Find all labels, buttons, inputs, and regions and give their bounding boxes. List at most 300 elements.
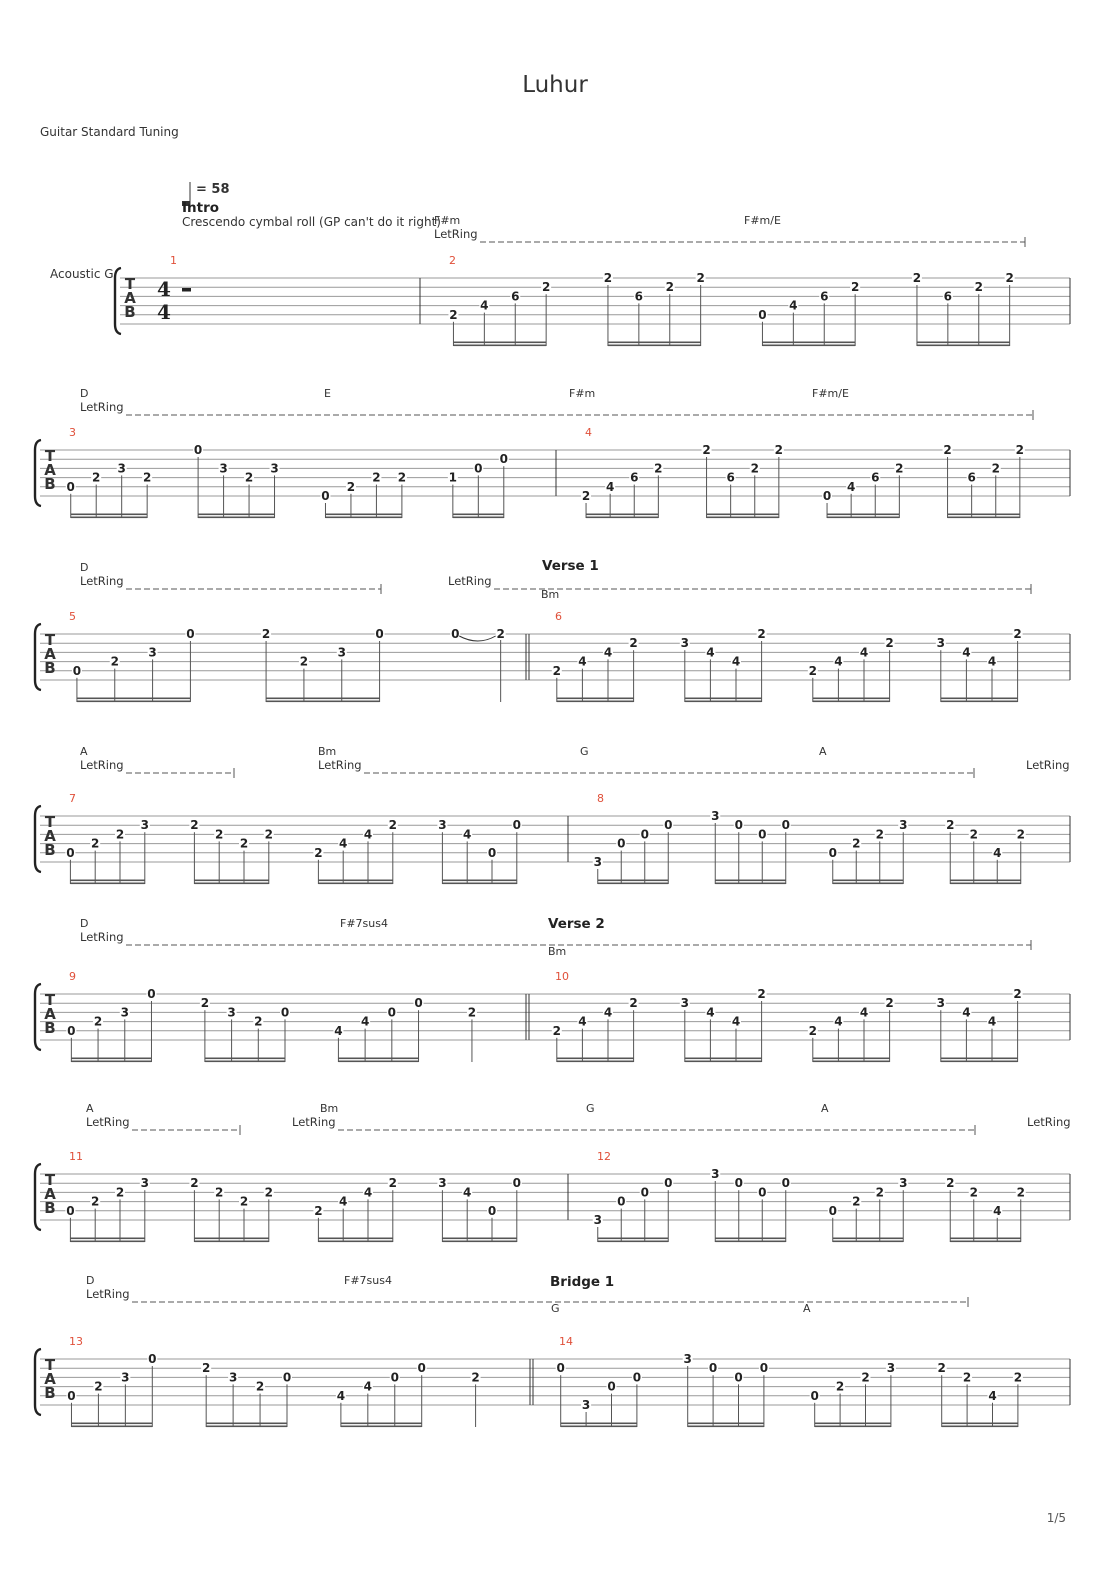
fret-number: 4 — [993, 845, 1002, 860]
fret-number: 0 — [810, 1388, 819, 1403]
fret-number: 0 — [186, 627, 195, 641]
beam — [453, 345, 546, 347]
beam — [685, 698, 762, 700]
tab-letter: A — [44, 827, 56, 845]
fret-number: 2 — [774, 443, 784, 457]
section-label: Verse 2 — [548, 916, 605, 932]
fret-number: 0 — [759, 1361, 769, 1376]
fret-number: 2 — [808, 1023, 817, 1038]
beam — [325, 517, 401, 519]
fret-number: 2 — [885, 636, 894, 651]
intro-note: Crescendo cymbal roll (GP can't do it right) — [182, 215, 441, 229]
beam — [325, 514, 401, 516]
fret-number: 4 — [731, 654, 741, 669]
fret-number: 4 — [859, 1005, 869, 1020]
beam — [338, 1061, 418, 1063]
fret-number: 0 — [607, 1379, 616, 1394]
beam — [688, 1426, 764, 1428]
beam — [715, 883, 786, 885]
fret-number: 3 — [711, 809, 720, 823]
beam — [813, 701, 890, 703]
chord-name: Bm — [548, 945, 567, 958]
fret-number: 2 — [142, 470, 152, 485]
fret-number: 2 — [912, 271, 922, 285]
fret-number: 3 — [593, 1213, 602, 1227]
beam — [266, 698, 380, 700]
fret-number: 2 — [852, 836, 861, 851]
beam — [338, 1058, 418, 1060]
fret-number: 2 — [190, 1176, 199, 1191]
fret-number: 2 — [397, 470, 407, 485]
beam — [685, 1058, 762, 1060]
fret-number: 0 — [828, 845, 837, 860]
fret-number: 2 — [1013, 987, 1022, 1001]
fret-number: 2 — [449, 307, 458, 322]
fret-number: 0 — [417, 1361, 426, 1376]
fret-number: 4 — [962, 1005, 971, 1020]
tab-letter: B — [124, 303, 136, 321]
fret-number: 0 — [758, 307, 767, 322]
tab-letter: A — [124, 289, 136, 307]
fret-number: 0 — [390, 1370, 399, 1385]
fret-number: 3 — [680, 996, 689, 1011]
tab-letter: T — [124, 275, 136, 293]
fret-number: 3 — [219, 461, 228, 476]
beam — [71, 1426, 152, 1428]
section-label: Bridge 1 — [550, 1274, 615, 1290]
fret-number: 4 — [603, 645, 613, 660]
fret-number: 0 — [734, 1176, 743, 1191]
fret-number: 2 — [895, 461, 904, 476]
beam — [71, 1058, 151, 1060]
fret-number: 0 — [474, 461, 483, 476]
beam — [917, 342, 1010, 344]
chord-name: A — [821, 1102, 829, 1115]
tab-letter: T — [44, 1171, 56, 1189]
fret-number: 2 — [1013, 1370, 1023, 1385]
fret-number: 3 — [581, 1398, 591, 1412]
fret-number: 4 — [363, 1379, 373, 1394]
chord-name: F#m/E — [812, 387, 849, 400]
measure-number: 8 — [597, 792, 604, 805]
fret-number: 2 — [264, 827, 273, 842]
fret-number: 4 — [363, 827, 373, 842]
time-sig-bottom: 4 — [157, 300, 171, 324]
fret-number: 2 — [1015, 443, 1025, 457]
tab-system — [115, 214, 1070, 346]
beam — [598, 880, 669, 882]
fret-number: 3 — [227, 1005, 236, 1020]
fret-number: 2 — [346, 479, 356, 494]
beam — [815, 1423, 891, 1425]
fret-number: 3 — [899, 818, 908, 833]
fret-number: 3 — [121, 1370, 130, 1385]
fret-number: 2 — [852, 1194, 861, 1209]
fret-number: 4 — [336, 1388, 346, 1403]
chord-name: E — [324, 387, 331, 400]
measure-number: 4 — [585, 426, 592, 439]
fret-number: 0 — [822, 489, 832, 503]
tab-letter: B — [44, 659, 56, 677]
fret-number: 2 — [200, 996, 210, 1011]
chord-name: F#m — [434, 214, 461, 227]
fret-number: 3 — [140, 1176, 149, 1191]
fret-number: 4 — [603, 1005, 613, 1020]
fret-number: 2 — [254, 1014, 263, 1029]
fret-number: 2 — [467, 1005, 477, 1020]
beam — [318, 883, 392, 885]
fret-number: 6 — [943, 289, 953, 304]
tab-letter: A — [44, 461, 56, 479]
fret-number: 0 — [664, 818, 673, 833]
fret-number: 2 — [750, 461, 759, 476]
fret-number: 2 — [946, 1176, 955, 1191]
fret-number: 2 — [299, 654, 309, 669]
fret-number: 4 — [846, 479, 856, 494]
chord-name: G — [586, 1102, 595, 1115]
fret-number: 2 — [201, 1361, 211, 1376]
fret-number: 3 — [936, 996, 945, 1011]
beam — [557, 1061, 634, 1063]
fret-number: 6 — [630, 470, 639, 485]
fret-number: 2 — [255, 1379, 265, 1394]
fret-number: 2 — [239, 836, 249, 851]
fret-number: 2 — [1016, 1185, 1025, 1200]
letring-label: LetRing — [434, 227, 478, 241]
beam — [813, 1061, 890, 1063]
section-label: Verse 1 — [542, 558, 599, 574]
fret-number: 6 — [967, 470, 976, 485]
measure-number: 2 — [449, 254, 456, 267]
fret-number: 2 — [92, 470, 101, 485]
fret-number: 0 — [67, 1388, 76, 1403]
fret-number: 0 — [387, 1005, 397, 1020]
fret-number: 4 — [987, 1014, 997, 1029]
beam — [762, 342, 855, 344]
fret-number: 2 — [372, 470, 381, 485]
fret-number: 2 — [190, 818, 199, 833]
fret-number: 2 — [496, 627, 505, 641]
beam — [608, 342, 701, 344]
measure-number: 6 — [555, 610, 562, 623]
fret-number: 3 — [120, 1005, 129, 1020]
fret-number: 2 — [215, 1185, 224, 1200]
beam — [685, 701, 762, 703]
fret-number: 0 — [828, 1203, 837, 1218]
beam — [70, 1241, 144, 1243]
fret-number: 0 — [758, 1185, 767, 1200]
beam — [206, 1423, 287, 1425]
measure-number: 14 — [559, 1335, 573, 1348]
beam — [950, 883, 1021, 885]
measure-number: 10 — [555, 970, 569, 983]
fret-number: 0 — [617, 1194, 626, 1209]
fret-number: 2 — [91, 836, 100, 851]
fret-number: 2 — [94, 1379, 103, 1394]
fret-number: 4 — [605, 479, 615, 494]
beam — [833, 1241, 904, 1243]
beam — [833, 880, 904, 882]
measure-number: 7 — [69, 792, 76, 805]
fret-number: 0 — [617, 836, 626, 851]
beam — [813, 698, 890, 700]
fret-number: 2 — [696, 271, 705, 285]
beam — [77, 698, 190, 700]
fret-number: 3 — [683, 1352, 692, 1366]
fret-number: 2 — [757, 987, 766, 1001]
fret-number: 2 — [629, 996, 638, 1011]
letring-label: LetRing — [80, 574, 124, 588]
fret-number: 3 — [936, 636, 945, 651]
fret-number: 2 — [835, 1379, 845, 1394]
letring-label: LetRing — [80, 930, 124, 944]
fret-number: 2 — [388, 818, 397, 833]
beam — [715, 1241, 786, 1243]
beam — [70, 880, 144, 882]
song-title: Luhur — [522, 72, 588, 98]
measure-number: 1 — [170, 254, 177, 267]
measure-number: 5 — [69, 610, 76, 623]
tab-letter: A — [44, 1185, 56, 1203]
fret-number: 4 — [988, 1388, 997, 1403]
fret-number: 4 — [987, 654, 997, 669]
fret-number: 0 — [280, 1005, 290, 1020]
beam — [198, 514, 274, 516]
fret-number: 2 — [264, 1185, 273, 1200]
fret-number: 4 — [339, 836, 348, 851]
fret-number: 0 — [758, 827, 767, 842]
measure-number: 13 — [69, 1335, 83, 1348]
fret-number: 4 — [834, 1014, 843, 1029]
fret-number: 2 — [541, 280, 551, 295]
beam — [442, 883, 516, 885]
fret-number: 0 — [148, 1352, 157, 1366]
fret-number: 2 — [261, 627, 271, 641]
fret-number: 0 — [640, 827, 649, 842]
fret-number: 4 — [789, 298, 798, 313]
measure-number: 9 — [69, 970, 76, 983]
tab-system — [35, 745, 1070, 884]
fret-number: 0 — [781, 1176, 790, 1191]
beam — [205, 1061, 285, 1063]
beam — [942, 1423, 1018, 1425]
fret-number: 3 — [680, 636, 689, 651]
beam — [453, 342, 546, 344]
fret-number: 2 — [808, 663, 817, 678]
fret-number: 3 — [899, 1176, 908, 1191]
fret-number: 0 — [72, 663, 82, 678]
fret-number: 6 — [871, 470, 880, 485]
fret-number: 3 — [337, 645, 346, 660]
beam — [598, 883, 669, 885]
tab-letter: B — [44, 1384, 56, 1402]
letring-label: LetRing — [1026, 758, 1070, 772]
beam — [70, 883, 144, 885]
fret-number: 2 — [702, 443, 711, 457]
letring-label: LetRing — [448, 574, 492, 588]
tab-letter: A — [44, 1370, 56, 1388]
fret-number: 0 — [67, 1023, 76, 1038]
time-sig-top: 4 — [157, 277, 171, 301]
beam — [950, 880, 1021, 882]
fret-number: 4 — [578, 1014, 587, 1029]
fret-number: 4 — [339, 1194, 348, 1209]
beam — [941, 1058, 1018, 1060]
fret-number: 0 — [451, 627, 460, 641]
tab-system — [35, 1274, 1070, 1427]
fret-number: 3 — [270, 461, 279, 476]
beam — [318, 1238, 392, 1240]
fret-number: 4 — [363, 1185, 373, 1200]
beam — [917, 345, 1010, 347]
fret-number: 6 — [511, 289, 520, 304]
fret-number: 4 — [731, 1014, 741, 1029]
fret-number: 2 — [471, 1370, 480, 1385]
beam — [942, 1426, 1018, 1428]
fret-number: 2 — [215, 827, 224, 842]
tab-letter: A — [44, 1005, 56, 1023]
fret-number: 0 — [321, 489, 330, 503]
chord-name: F#7sus4 — [340, 917, 388, 930]
fret-number: 0 — [556, 1361, 565, 1376]
fret-number: 0 — [414, 996, 423, 1011]
beam — [205, 1058, 285, 1060]
fret-number: 2 — [603, 271, 613, 285]
letring-label: LetRing — [80, 400, 124, 414]
fret-number: 0 — [147, 987, 156, 1001]
fret-number: 0 — [512, 818, 521, 833]
fret-number: 2 — [581, 489, 591, 503]
chord-name: A — [803, 1302, 811, 1315]
beam — [707, 517, 779, 519]
beam — [762, 345, 855, 347]
fret-number: 0 — [664, 1176, 673, 1191]
fret-number: 2 — [946, 818, 955, 833]
tab-system — [35, 387, 1070, 518]
letring-label: LetRing — [80, 758, 124, 772]
fret-number: 1 — [448, 470, 458, 485]
beam — [70, 1238, 144, 1240]
beam — [557, 698, 634, 700]
fret-number: 2 — [943, 443, 952, 457]
chord-name: Bm — [318, 745, 337, 758]
fret-number: 3 — [593, 855, 602, 869]
beam — [453, 517, 504, 519]
chord-name: A — [819, 745, 827, 758]
fret-number: 3 — [886, 1361, 896, 1376]
tab-letter: B — [44, 475, 56, 493]
beam — [442, 880, 516, 882]
beam — [194, 880, 268, 882]
fret-number: 2 — [388, 1176, 397, 1191]
beam — [194, 883, 268, 885]
fret-number: 2 — [969, 1185, 978, 1200]
fret-number: 0 — [499, 452, 508, 467]
beam — [341, 1423, 422, 1425]
tab-letter: T — [44, 813, 56, 831]
half-rest — [182, 288, 191, 292]
beam — [598, 1238, 669, 1240]
fret-number: 2 — [875, 1185, 884, 1200]
fret-number: 2 — [885, 996, 894, 1011]
tab-letter: T — [44, 447, 56, 465]
beam — [827, 517, 899, 519]
beam — [71, 514, 147, 516]
fret-number: 0 — [781, 818, 790, 833]
tab-system — [35, 916, 1070, 1062]
fret-number: 2 — [937, 1361, 946, 1376]
measure-number: 12 — [597, 1150, 611, 1163]
measure-number: 3 — [69, 426, 76, 439]
tab-letter: B — [44, 841, 56, 859]
letring-label: LetRing — [86, 1115, 130, 1129]
fret-number: 2 — [110, 654, 119, 669]
tuning-label: Guitar Standard Tuning — [40, 125, 179, 139]
fret-number: 4 — [834, 654, 843, 669]
fret-number: 4 — [859, 645, 869, 660]
letring-label: LetRing — [318, 758, 362, 772]
beam — [707, 514, 779, 516]
fret-number: 0 — [512, 1176, 521, 1191]
beam — [598, 1241, 669, 1243]
beam — [453, 514, 504, 516]
beam — [815, 1426, 891, 1428]
chord-name: D — [80, 561, 89, 574]
beam — [586, 514, 658, 516]
fret-number: 3 — [228, 1370, 238, 1385]
fret-number: 0 — [282, 1370, 292, 1385]
fret-number: 4 — [463, 827, 472, 842]
fret-number: 0 — [66, 845, 75, 860]
tab-letter: T — [44, 1356, 56, 1374]
chord-name: A — [86, 1102, 94, 1115]
chord-name: F#m — [569, 387, 596, 400]
beam — [827, 514, 899, 516]
tab-letter: B — [44, 1199, 56, 1217]
slur — [459, 636, 495, 641]
fret-number: 0 — [632, 1370, 642, 1385]
fret-number: 2 — [629, 636, 638, 651]
tab-letter: B — [44, 1019, 56, 1037]
fret-number: 3 — [117, 461, 126, 476]
fret-number: 0 — [734, 818, 743, 833]
fret-number: 4 — [463, 1185, 472, 1200]
chord-name: D — [80, 917, 89, 930]
beam — [685, 1061, 762, 1063]
letring-label: LetRing — [292, 1115, 336, 1129]
beam — [71, 517, 147, 519]
tab-letter: T — [44, 631, 56, 649]
fret-number: 2 — [314, 845, 323, 860]
chord-name: G — [551, 1302, 560, 1315]
beam — [941, 1061, 1018, 1063]
fret-number: 2 — [1016, 827, 1025, 842]
chord-name: Bm — [320, 1102, 339, 1115]
beam — [198, 517, 274, 519]
chord-name: A — [80, 745, 88, 758]
beam — [557, 701, 634, 703]
beam — [206, 1426, 287, 1428]
beam — [941, 701, 1018, 703]
beam — [948, 514, 1020, 516]
letring-label: LetRing — [86, 1287, 130, 1301]
beam — [318, 1241, 392, 1243]
fret-number: 0 — [487, 845, 497, 860]
fret-number: 2 — [654, 461, 663, 476]
beam — [715, 1238, 786, 1240]
fret-number: 2 — [91, 1194, 100, 1209]
fret-number: 3 — [438, 1176, 447, 1191]
